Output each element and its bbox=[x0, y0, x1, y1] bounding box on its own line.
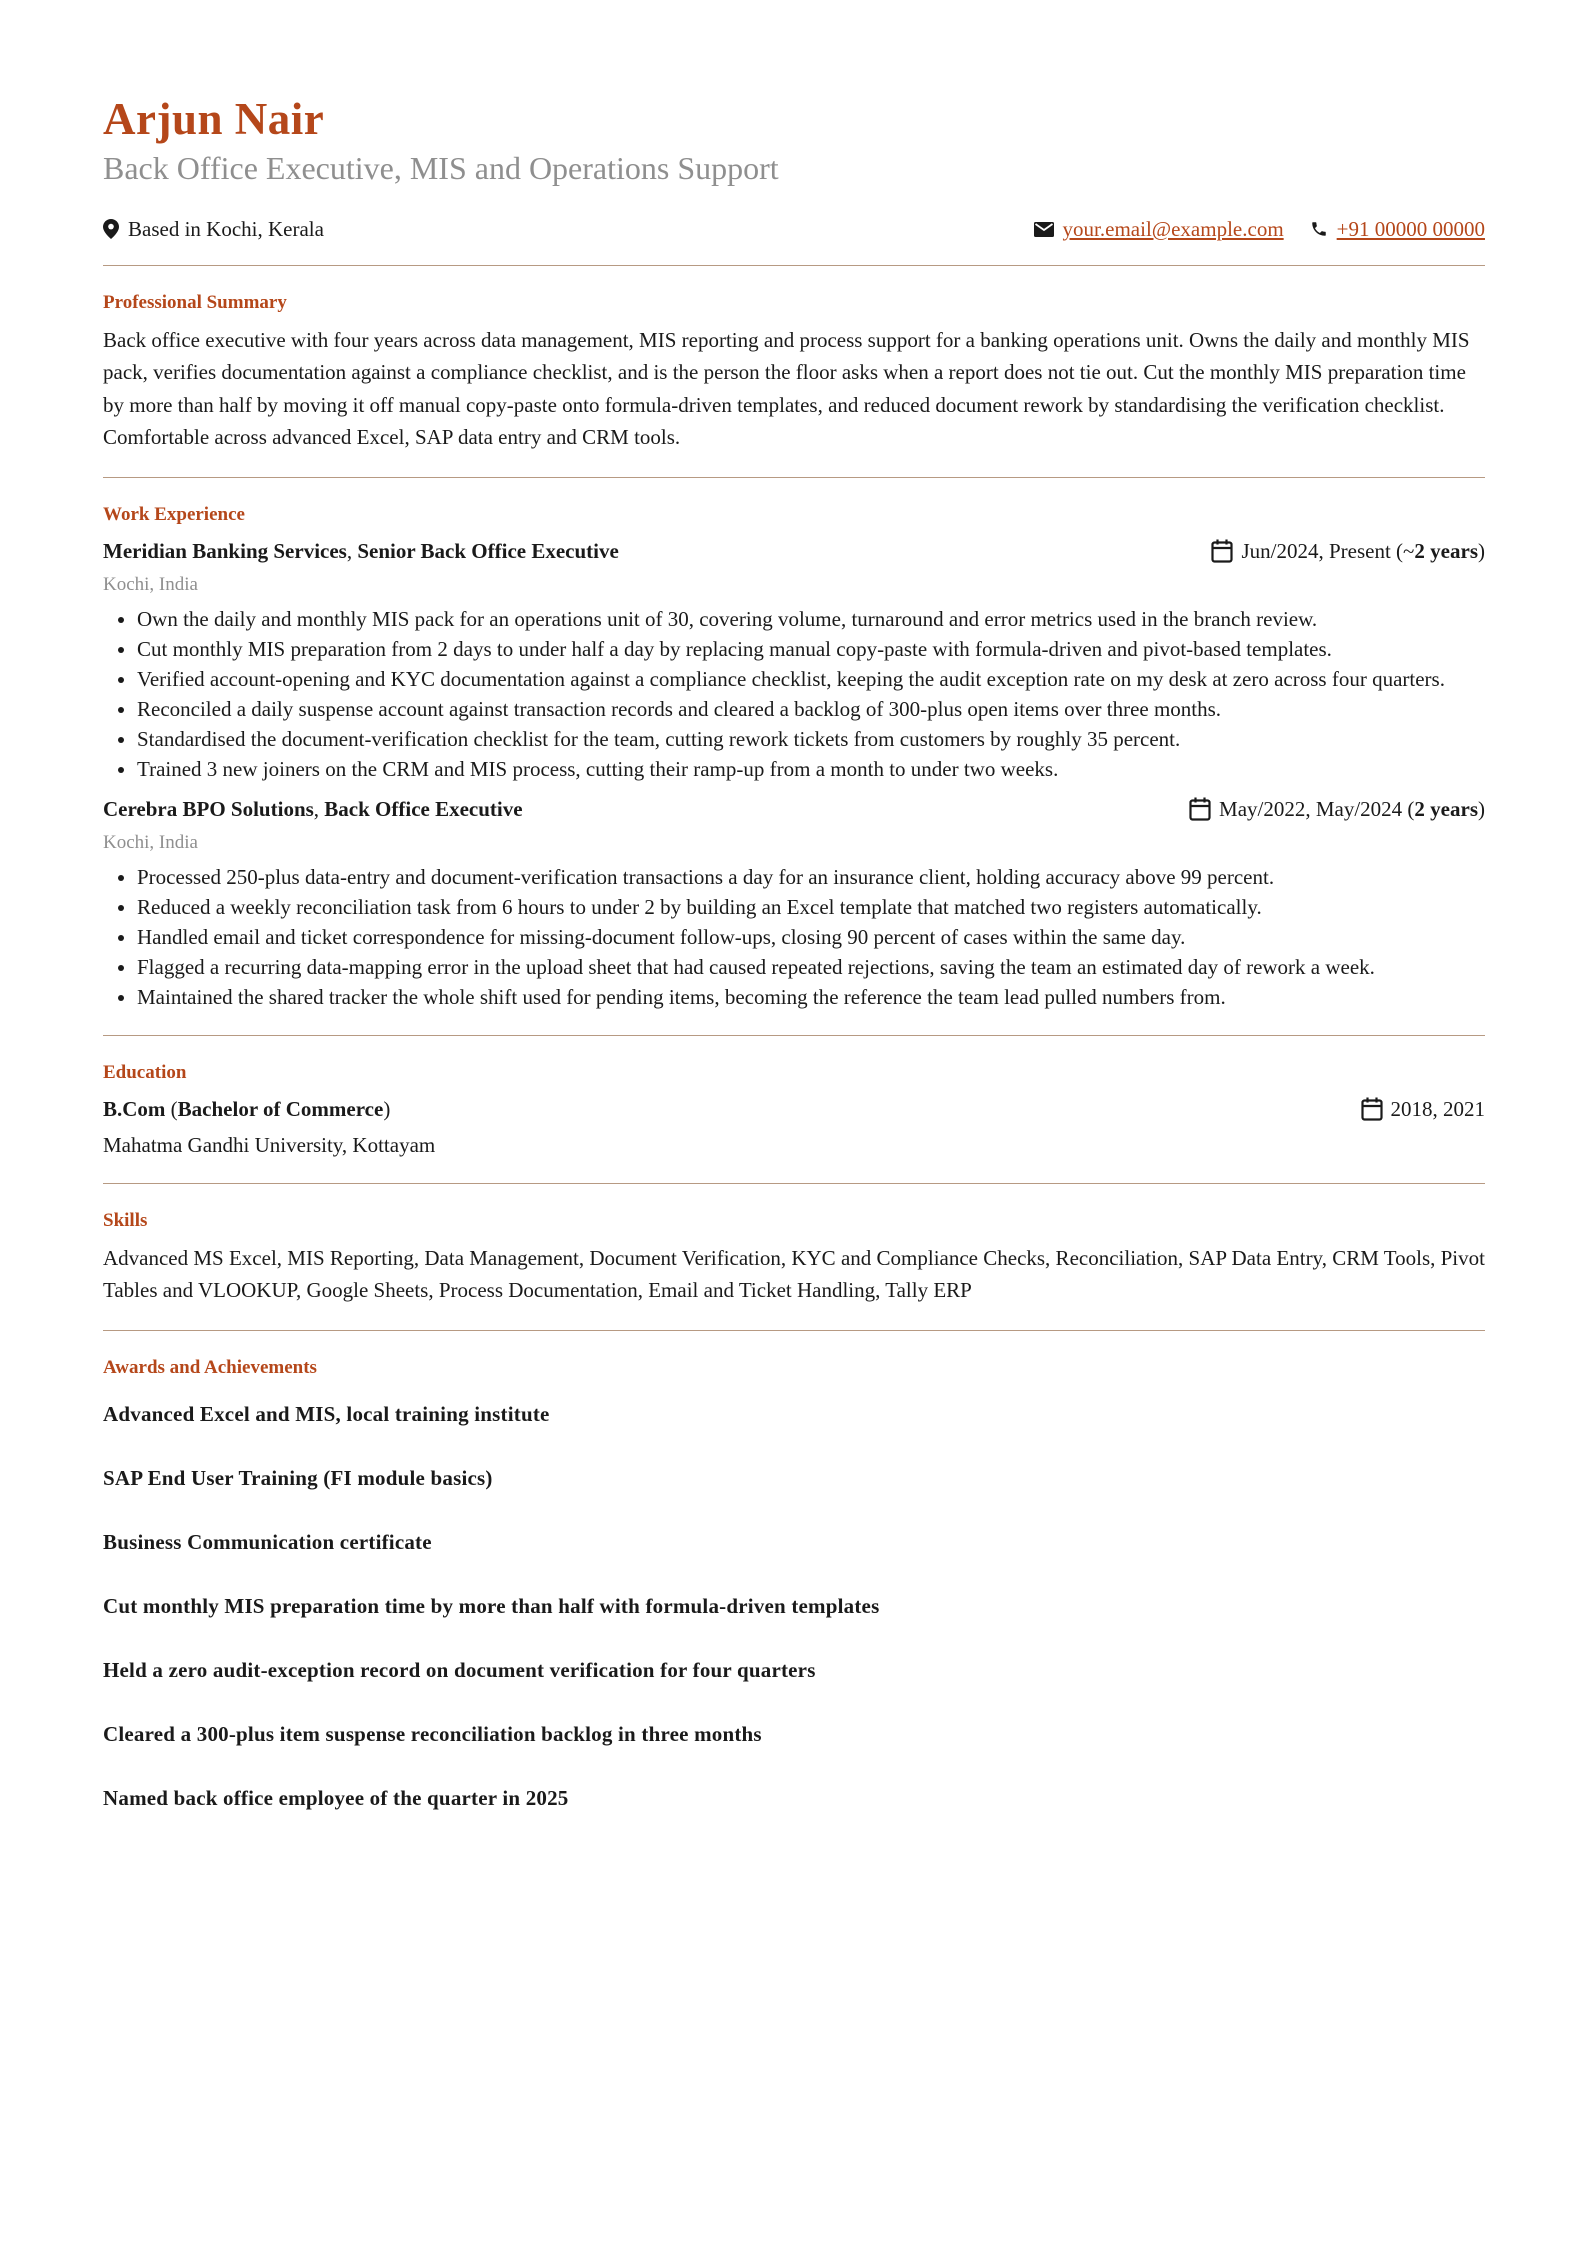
email-link[interactable]: your.email@example.com bbox=[1062, 216, 1284, 241]
degree-full: Bachelor of Commerce bbox=[177, 1096, 384, 1121]
section-title: Education bbox=[103, 1061, 187, 1083]
company-name: Meridian Banking Services bbox=[103, 538, 347, 563]
award-item: Cleared a 300-plus item suspense reconciliation backlog in three months bbox=[103, 1721, 762, 1746]
school-name: Mahatma Gandhi University, Kottayam bbox=[103, 1132, 436, 1157]
bullet-item: • Standardised the document-verification checklist for the team, cutting rework tickets from customers by roughly 35 percent. bbox=[137, 724, 1485, 754]
separator: , bbox=[346, 538, 358, 563]
job-role: Senior Back Office Executive bbox=[357, 538, 619, 563]
candidate-name: Arjun Nair bbox=[103, 94, 325, 144]
job-entry bbox=[103, 536, 1485, 784]
section-title: Skills bbox=[103, 1209, 148, 1231]
bullet-item: • Handled email and ticket correspondence for missing-document follow-ups, closing 90 percent of cases within the same day. bbox=[137, 922, 1485, 952]
job-location: Kochi, India bbox=[103, 573, 198, 595]
job-header bbox=[103, 536, 1485, 566]
award-item: Advanced Excel and MIS, local training institute bbox=[103, 1401, 550, 1426]
phone-item[interactable] bbox=[1310, 217, 1485, 242]
skills-section bbox=[103, 1210, 1485, 1307]
education-dates bbox=[1361, 1094, 1486, 1124]
job-title-line bbox=[103, 536, 619, 566]
divider bbox=[103, 265, 1485, 266]
date-range: May/2022, May/2024 ( bbox=[1219, 796, 1415, 821]
job-header bbox=[103, 794, 1485, 824]
award-item: Held a zero audit-exception record on document verification for four quarters bbox=[103, 1657, 816, 1682]
email-item[interactable] bbox=[1034, 217, 1284, 242]
award-item: SAP End User Training (FI module basics) bbox=[103, 1465, 493, 1490]
divider bbox=[103, 1035, 1485, 1036]
degree-line bbox=[103, 1094, 390, 1124]
bullet-item: • Reconciled a daily suspense account against transaction records and cleared a backlog of 300-plus open items over three months. bbox=[137, 694, 1485, 724]
divider bbox=[103, 1183, 1485, 1184]
paren-open: ( bbox=[165, 1096, 178, 1121]
job-location: Kochi, India bbox=[103, 831, 198, 853]
paren-close: ) bbox=[383, 1096, 391, 1121]
award-item: Cut monthly MIS preparation time by more than half with formula-driven templates bbox=[103, 1593, 880, 1618]
contact-bar bbox=[103, 217, 1485, 242]
bullet-item: • Verified account-opening and KYC documentation against a compliance checklist, keeping the audit exception rate on my desk at zero across four quarters. bbox=[137, 664, 1485, 694]
bullet-item: • Processed 250-plus data-entry and document-verification transactions a day for an insurance client, holding accuracy above 99 percent. bbox=[137, 862, 1485, 892]
job-bullets bbox=[103, 862, 1485, 1012]
calendar-icon bbox=[1361, 1097, 1383, 1121]
job-bullets bbox=[103, 604, 1485, 784]
award-item: Business Communication certificate bbox=[103, 1529, 432, 1554]
date-range: Jun/2024, Present (~ bbox=[1241, 538, 1415, 563]
duration: 2 years bbox=[1414, 538, 1478, 563]
award-item: Named back office employee of the quarter in 2025 bbox=[103, 1785, 569, 1810]
map-pin-icon bbox=[103, 219, 119, 239]
divider bbox=[103, 1330, 1485, 1331]
candidate-headline: Back Office Executive, MIS and Operations Support bbox=[103, 149, 779, 186]
separator: , bbox=[313, 796, 325, 821]
phone-icon bbox=[1310, 220, 1328, 238]
skills-text: Advanced MS Excel, MIS Reporting, Data Management, Document Verification, KYC and Compliance Checks, Reconciliation, SAP Data Entry, CRM Tools, Pivot Tables and VLOOKUP, Google Sheets, Process Documentation, Email and Ticket Handling, Tally ERP bbox=[103, 1245, 1485, 1303]
envelope-icon bbox=[1034, 222, 1054, 237]
awards-section bbox=[103, 1357, 1485, 1813]
date-suffix: ) bbox=[1478, 538, 1485, 563]
bullet-item: • Own the daily and monthly MIS pack for an operations unit of 30, covering volume, turnaround and error metrics used in the branch review. bbox=[137, 604, 1485, 634]
job-dates bbox=[1189, 794, 1485, 824]
job-dates bbox=[1211, 536, 1485, 566]
duration: 2 years bbox=[1414, 796, 1478, 821]
phone-link[interactable]: +91 00000 00000 bbox=[1336, 216, 1485, 241]
summary-section bbox=[103, 292, 1485, 454]
location-item bbox=[103, 217, 324, 242]
calendar-icon bbox=[1211, 539, 1233, 563]
bullet-item: • Reduced a weekly reconciliation task from 6 hours to under 2 by building an Excel template that matched two registers automatically. bbox=[137, 892, 1485, 922]
job-entry bbox=[103, 794, 1485, 1012]
experience-section bbox=[103, 504, 1485, 1012]
bullet-item: • Maintained the shared tracker the whole shift used for pending items, becoming the reference the team lead pulled numbers from. bbox=[137, 982, 1485, 1012]
education-header bbox=[103, 1094, 1485, 1124]
date-suffix: ) bbox=[1478, 796, 1485, 821]
bullet-item: • Trained 3 new joiners on the CRM and MIS process, cutting their ramp-up from a month to under two weeks. bbox=[137, 754, 1485, 784]
degree: B.Com bbox=[103, 1096, 166, 1121]
company-name: Cerebra BPO Solutions bbox=[103, 796, 314, 821]
location-text: Based in Kochi, Kerala bbox=[128, 216, 324, 241]
date-range: 2018, 2021 bbox=[1390, 1096, 1485, 1121]
bullet-item: • Flagged a recurring data-mapping error in the upload sheet that had caused repeated rejections, saving the team an estimated day of rework a week. bbox=[137, 952, 1485, 982]
job-role: Back Office Executive bbox=[324, 796, 523, 821]
summary-text: Back office executive with four years across data management, MIS reporting and process support for a banking operations unit. Owns the daily and monthly MIS pack, verifies documentation against a compliance checklist, and is the person the floor asks when a report does not tie out. Cut the monthly MIS preparation time by more than half by moving it off manual copy-paste onto formula-driven templates, and reduced document rework by standardising the verification checklist. Comfortable across advanced Excel, SAP data entry and CRM tools. bbox=[103, 327, 1470, 450]
divider bbox=[103, 477, 1485, 478]
section-title: Professional Summary bbox=[103, 291, 287, 313]
section-title: Awards and Achievements bbox=[103, 1356, 317, 1378]
calendar-icon bbox=[1189, 797, 1211, 821]
section-title: Work Experience bbox=[103, 503, 245, 525]
education-section bbox=[103, 1062, 1485, 1160]
job-title-line bbox=[103, 794, 523, 824]
bullet-item: • Cut monthly MIS preparation from 2 days to under half a day by replacing manual copy-paste with formula-driven and pivot-based templates. bbox=[137, 634, 1485, 664]
